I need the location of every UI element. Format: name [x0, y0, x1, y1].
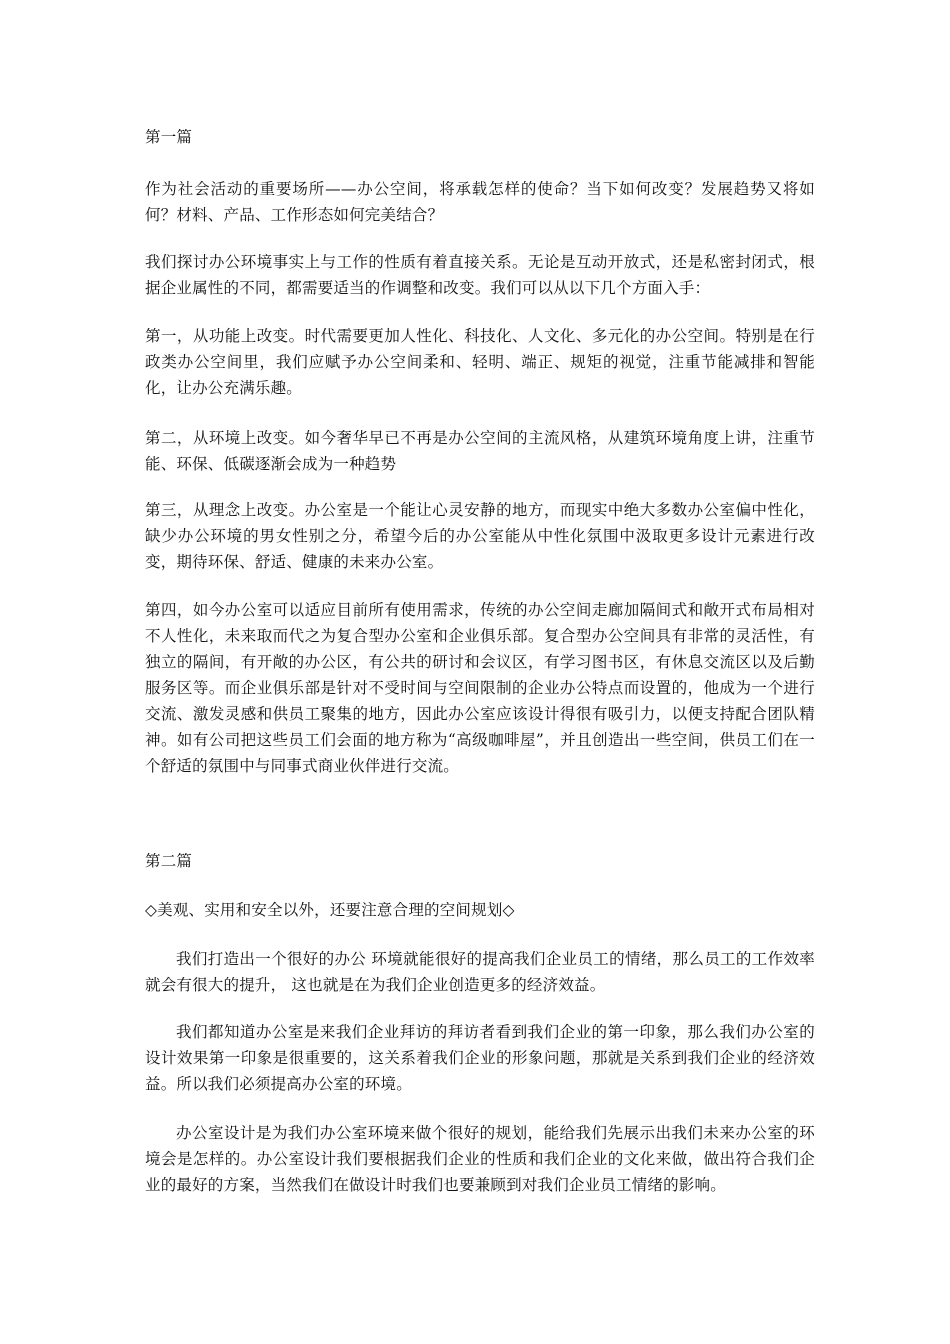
- section1-paragraph-1: 作为社会活动的重要场所——办公空间，将承载怎样的使命？当下如何改变？发展趋势又将如何？材料、产品、工作形态如何完美结合？: [145, 180, 815, 224]
- section2-title: 第二篇: [145, 852, 193, 870]
- section2-paragraph-3: 办公室设计是为我们办公室环境来做个很好的规划，能给我们先展示出我们未来办公室的环境会是怎样的。办公室设计我们要根据我们企业的性质和我们企业的文化来做，做出符合我们企业的最好的方案，当然我们在做设计时我们也要兼顾到对我们企业员工情绪的影响。: [145, 1124, 815, 1194]
- section2-paragraph-1: 我们打造出一个很好的办公 环境就能很好的提高我们企业员工的情绪，那么员工的工作效率就会有很大的提升， 这也就是在为我们企业创造更多的经济效益。: [145, 950, 815, 994]
- section1-paragraph-2: 我们探讨办公环境事实上与工作的性质有着直接关系。无论是互动开放式，还是私密封闭式，根据企业属性的不同，都需要适当的作调整和改变。我们可以从以下几个方面入手：: [145, 253, 815, 297]
- section1-title: 第一篇: [145, 128, 193, 146]
- section2-subtitle: ◇美观、实用和安全以外，还要注意合理的空间规划◇: [145, 901, 515, 919]
- section1-paragraph-5: 第三，从理念上改变。办公室是一个能让心灵安静的地方，而现实中绝大多数办公室偏中性化，缺少办公环境的男女性别之分，希望今后的办公室能从中性化氛围中汲取更多设计元素进行改变，期待环保、舒适、健康的未来办公室。: [145, 501, 815, 571]
- section1-paragraph-6: 第四，如今办公室可以适应目前所有使用需求，传统的办公空间走廊加隔间式和敞开式布局相对不人性化，未来取而代之为复合型办公室和企业俱乐部。复合型办公空间具有非常的灵活性，有独立的隔间，有开敞的办公区，有公共的研讨和会议区，有学习图书区，有休息交流区以及后勤服务区等。而企业俱乐部是针对不受时间与空间限制的企业办公特点而设置的，他成为一个进行交流、激发灵感和供员工聚集的地方，因此办公室应该设计得很有吸引力，以便支持配合团队精神。如有公司把这些员工们会面的地方称为“高级咖啡屋”，并且创造出一些空间，供员工们在一个舒适的氛围中与同事式商业伙伴进行交流。: [145, 601, 815, 775]
- section1-paragraph-4: 第二，从环境上改变。如今奢华早已不再是办公空间的主流风格，从建筑环境角度上讲，注重节能、环保、低碳逐渐会成为一种趋势: [145, 429, 815, 473]
- section2-paragraph-2: 我们都知道办公室是来我们企业拜访的拜访者看到我们企业的第一印象，那么我们办公室的设计效果第一印象是很重要的，这关系着我们企业的形象问题，那就是关系到我们企业的经济效益。所以我们必须提高办公室的环境。: [145, 1023, 815, 1093]
- section1-paragraph-3: 第一，从功能上改变。时代需要更加人性化、科技化、人文化、多元化的办公空间。特别是在行政类办公空间里，我们应赋予办公空间柔和、轻明、端正、规矩的视觉，注重节能减排和智能化，让办公充满乐趣。: [145, 327, 815, 397]
